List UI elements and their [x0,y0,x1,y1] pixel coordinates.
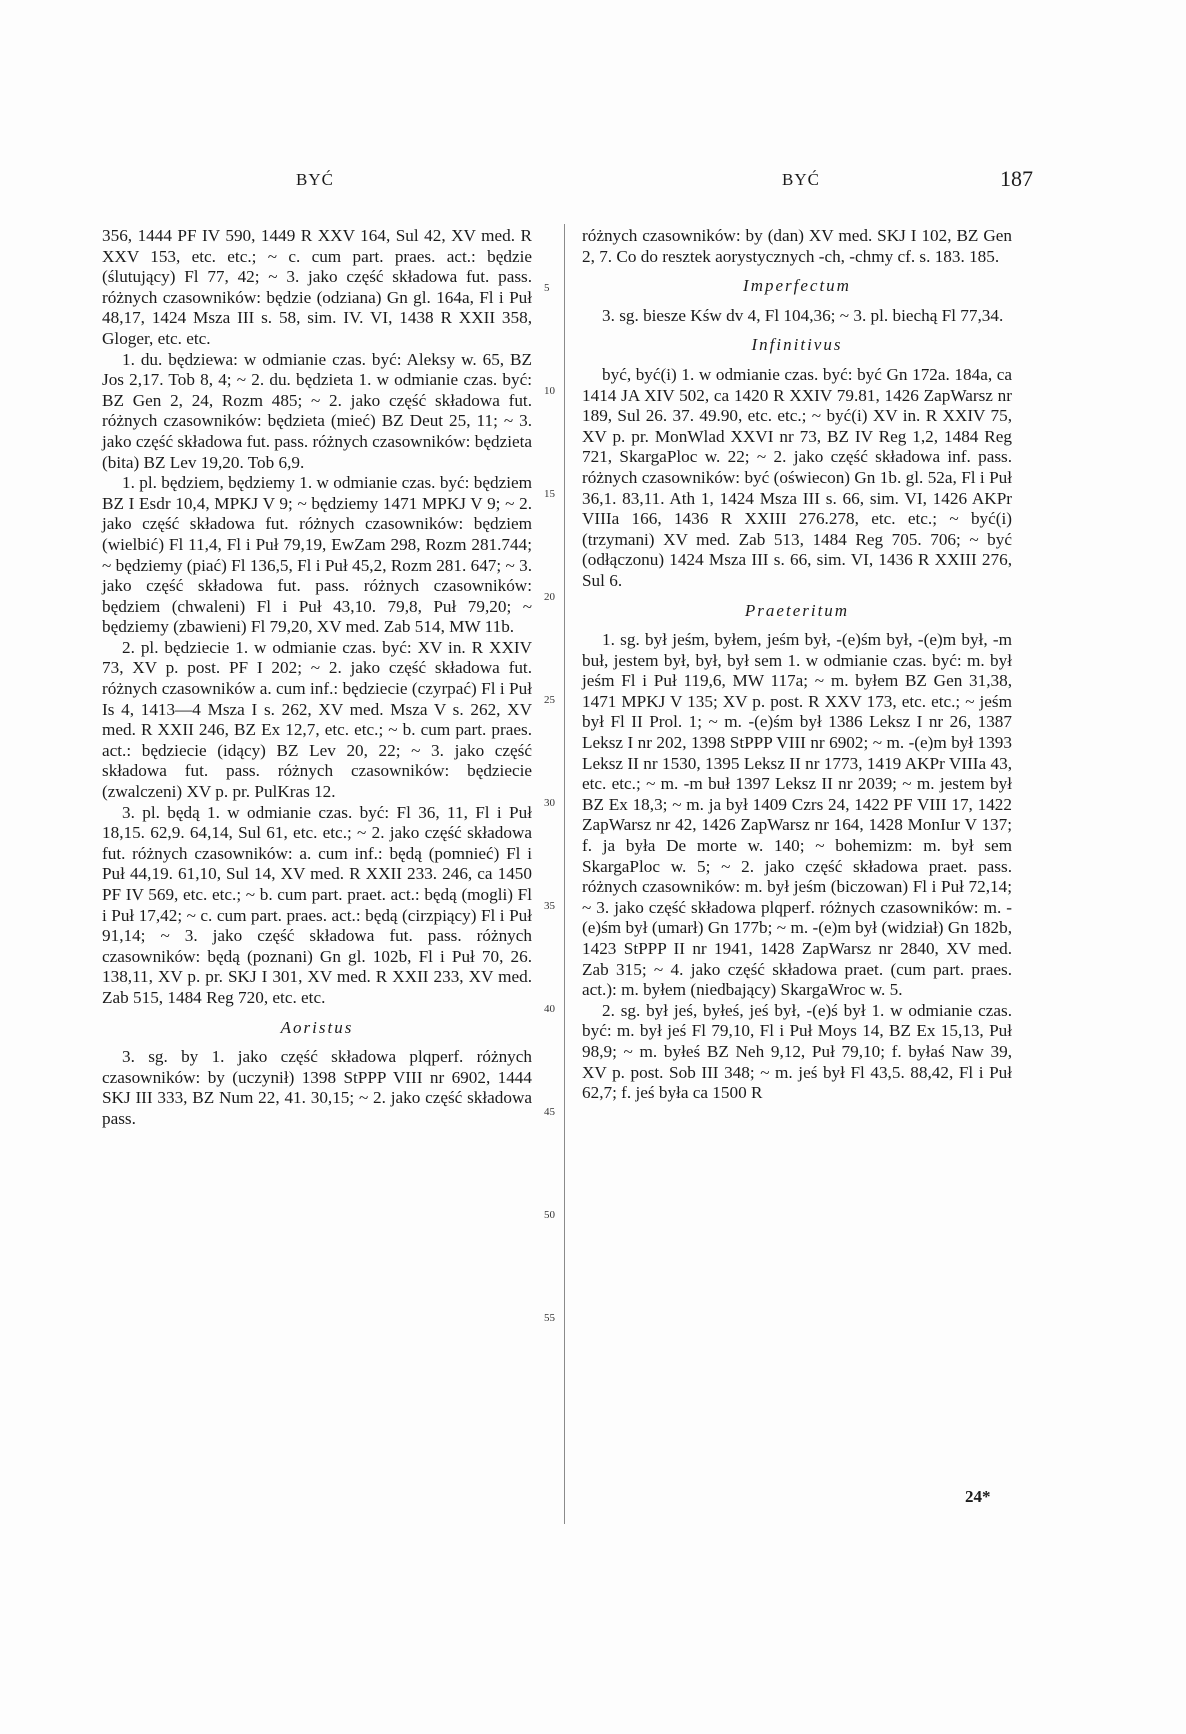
left-column [102,226,532,1130]
line-number: 50 [544,1209,555,1221]
printer-signature-mark: 24* [965,1487,991,1506]
left-paragraph-5: 3. pl. będą 1. w odmianie czas. być: Fl 36, 11, Fl i Puł 18,15. 62,9. 64,14, Sul 61, etc. etc.; ~ 2. jako część składowa fut. różnych czasowników: a. cum inf.: będą (pomnieć) Fl i Puł 44,19. 61,10, Sul 14, XV med. R XXII 233. 246, ca 1450 PF IV 569, etc. etc.; ~ b. cum part. praet. act.: będą (mogli) Fl i Puł 17,42; ~ c. cum part. praes. act.: będą (cirzpiący) Fl i Puł 91,14; ~ 3. jako część składowa fut. pass. różnych czasowników: będą (poznani) Gn gl. 102b, Fl i Puł 70, 26. 138,11, XV p. pr. SKJ I 301, XV med. R XXII 233, XV med. Zab 515, 1484 Reg 720, etc. etc. [102,802,532,1007]
line-number: 25 [544,694,555,706]
line-number: 20 [544,591,555,603]
right-paragraph-2: 3. sg. biesze Kśw dv 4, Fl 104,36; ~ 3. pl. biechą Fl 77,34. [602,305,1004,325]
section-heading-praeteritum: Praeteritum [744,600,850,620]
section-heading-infinitivus: Infinitivus [751,335,843,355]
running-header-left: BYĆ [296,170,334,189]
line-number: 5 [544,282,550,294]
section-heading-imperfectum: Imperfectum [743,276,851,296]
line-number: 35 [544,900,555,912]
page-number: 187 [1000,166,1033,191]
left-paragraph-1: 356, 1444 PF IV 590, 1449 R XXV 164, Sul 42, XV med. R XXV 153, etc. etc.; ~ c. cum part. praes. act.: będzie (ślutujący) Fl 77, 42; ~ 3. jako część składowa fut. pass. różnych czasowników: będzie (odziana) Gn gl. 164a, Fl i Puł 48,17, 1424 Msza III s. 58, sim. IV. VI, 1438 R XXII 358, Gloger, etc. etc. [102,226,532,348]
left-paragraph-2: 1. du. będziewa: w odmianie czas. być: Aleksy w. 65, BZ Jos 2,17. Tob 8, 4; ~ 2. du. będzieta 1. w odmianie czas. być: BZ Gen 2, 24, Rozm 485; ~ 2. jako część składowa fut. różnych czasowników: będzieta (mieć) BZ Deut 25, 11; ~ 3. jako część składowa fut. pass. różnych czasowników: będzieta (bita) BZ Lev 19,20. Tob 6,9. [102,349,533,472]
right-column [582,226,1012,1104]
line-number: 55 [544,1312,555,1324]
line-number: 40 [544,1003,555,1015]
right-paragraph-1: różnych czasowników: by (dan) XV med. SKJ I 102, BZ Gen 2, 7. Co do resztek aorystycznych -ch, -chmy cf. s. 183. 185. [582,226,1012,266]
right-paragraph-3: być, być(i) 1. w odmianie czas. być: być Gn 172a. 184a, ca 1414 JA XIV 502, ca 1420 R XXIV 79.81, 1426 ZapWarsz nr 189, Sul 26. 37. 49.90, etc. etc.; ~ być(i) XV in. R XXIV 75, XV p. pr. MonWlad XXVI nr 73, BZ IV Reg 1,2, 1484 Reg 721, SkargaPloc w. 22; ~ 2. jako część składowa inf. pass. różnych czasowników: być (oświecon) Gn 1b. gl. 52a, Fl i Puł 36,1. 83,11. Ath 1, 1424 Msza III s. 66, sim. VI, 1426 AKPr VIIIa 166, 1436 R XXIII 276.278, etc. etc.; ~ być(i) (trzymani) XV med. Zab 513, 1484 Reg 705. 706; ~ być (odłączonu) 1424 Msza III s. 66, sim. VI, 1436 R XXIII 276, Sul 6. [582,364,1012,590]
left-paragraph-3: 1. pl. będziem, będziemy 1. w odmianie czas. być: będziem BZ I Esdr 10,4, MPKJ V 9; ~ będziemy 1471 MPKJ V 9; ~ 2. jako część składowa fut. różnych czasowników: będziem (wielbić) Fl 11,4, Fl i Puł 79,19, EwZam 298, Rozm 281.744; ~ będziemy (piać) Fl 136,5, Fl i Puł 45,2, Rozm 281. 647; ~ 3. jako część składowa fut. pass. różnych czasowników: będziem (chwaleni) Fl i Puł 43,10. 79,8, Puł 79,20; ~ będziemy (zbawieni) Fl 79,20, XV med. Zab 514, MW 11b. [102,473,532,637]
column-divider [564,224,565,1524]
right-paragraph-5: 2. sg. był jeś, byłeś, jeś był, -(e)ś był 1. w odmianie czas. być: m. był jeś Fl 79,10, Fl i Puł Moys 14, BZ Ex 15,13, Puł 98,9; ~ m. byłeś BZ Neh 9,12, Puł 79,10; f. byłaś Naw 39, XV p. post. Sob III 348; ~ m. jeś był Fl 43,5. 88,42, Fl i Puł 62,7; f. jeś była ca 1500 R [582,1000,1012,1103]
line-number: 15 [544,488,555,500]
left-paragraph-4: 2. pl. będziecie 1. w odmianie czas. być: XV in. R XXIV 73, XV p. post. PF I 202; ~ 2. jako część składowa fut. różnych czasowników a. cum inf.: będziecie (czyrpać) Fl i Puł Is 4, 1413—4 Msza I s. 262, XV med. Msza V s. 262, XV med. R XXII 246, BZ Ex 12,7, etc. etc.; ~ b. cum part. praes. act.: będziecie (idący) BZ Lev 20, 22; ~ 3. jako część składowa fut. pass. różnych czasowników: będziecie (zwalczeni) XV p. pr. PulKras 12. [102,637,532,802]
section-heading-aoristus: Aoristus [280,1017,354,1037]
right-paragraph-4: 1. sg. był jeśm, byłem, jeśm był, -(e)śm był, -(e)m był, -m buł, jestem był, był, był sem 1. w odmianie czas. być: m. był jeśm Fl i Puł 119,6, MW 117a; ~ m. byłem BZ Gen 31,38, 1471 MPKJ V 135; XV p. post. R XXV 173, etc. etc.; ~ jeśm był Fl II Prol. 1; ~ m. -(e)śm był 1386 Leksz I nr 26, 1387 Leksz I nr 202, 1398 StPPP VIII nr 6902; ~ m. -(e)m był 1393 Leksz II nr 1530, 1395 Leksz II nr 1773, 1419 AKPr VIIIa 43, etc. etc.; ~ m. -m buł 1397 Leksz II nr 2039; ~ m. jestem był BZ Ex 18,3; ~ m. ja był 1409 Czrs 24, 1422 PF VIII 17, 1422 ZapWarsz nr 42, 1426 ZapWarsz nr 164, 1428 MonIur V 137; f. ja była De morte w. 140; ~ bohemizm: m. był sem SkargaPloc w. 5; ~ 2. jako część składowa praet. pass. różnych czasowników: m. był jeśm (biczowan) Fl i Puł 72,14; ~ 3. jako część składowa plqperf. różnych czasowników: m. -(e)śm był (umarł) Gn 177b; ~ m. -(e)m był (widział) Gn 182b, 1423 StPPP II nr 1941, 1428 ZapWarsz nr 2840, XV med. Zab 315; ~ 4. jako część składowa praet. (cum part. praes. act.): m. byłem (niedbający) SkargaWroc w. 5. [582,630,1012,1000]
line-number: 45 [544,1106,555,1118]
line-number: 10 [544,385,555,397]
running-header-right: BYĆ [782,170,820,189]
line-number: 30 [544,797,555,809]
left-paragraph-6: 3. sg. by 1. jako część składowa plqperf. różnych czasowników: by (uczynił) 1398 StPPP VIII nr 6902, 1444 SKJ III 333, BZ Num 22, 41. 30,15; ~ 2. jako część składowa pass. [102,1047,532,1128]
